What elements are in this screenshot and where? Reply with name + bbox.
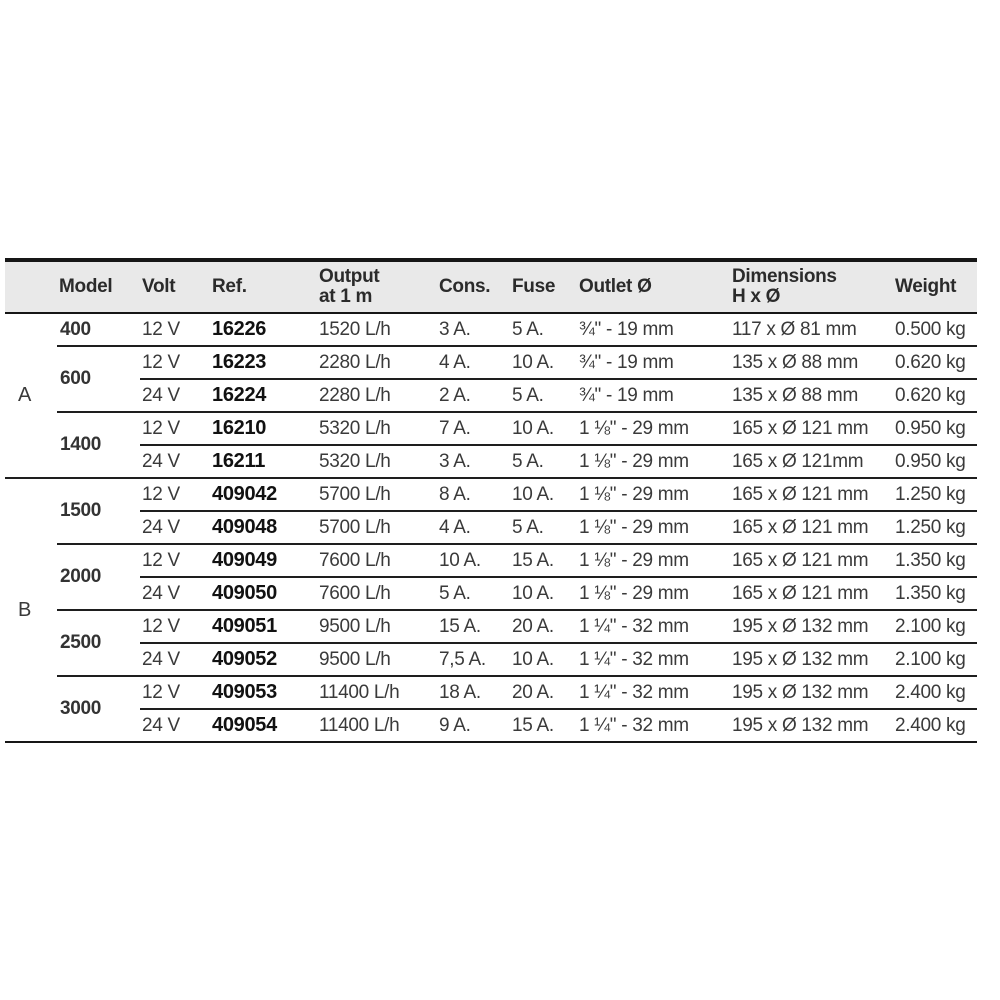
cell-fuse: 10 A. — [510, 478, 577, 511]
cell-volt: 12 V — [140, 544, 210, 577]
cell-dimensions: 135 x Ø 88 mm — [730, 379, 893, 412]
cell-fuse: 10 A. — [510, 346, 577, 379]
table-row — [5, 346, 977, 379]
cell-ref: 409050 — [210, 577, 317, 610]
cell-weight: 0.500 kg — [895, 318, 966, 340]
cell-output: 1520 L/h — [319, 318, 391, 340]
cell-dimensions: 165 x Ø 121mm — [730, 445, 893, 478]
cell-cons: 9 A. — [437, 709, 510, 742]
cell-outlet: 1 ⅛" - 29 mm — [577, 577, 730, 610]
cell-outlet: 1 ⅛" - 29 mm — [577, 544, 730, 577]
cell-ref: 409048 — [210, 511, 317, 544]
cell-fuse: 5 A. — [510, 445, 577, 478]
table-header — [5, 260, 977, 313]
cell-outlet: 1 ¼" - 32 mm — [577, 610, 730, 643]
cell-dimensions: 165 x Ø 121 mm — [730, 577, 893, 610]
col-header-volt: Volt — [140, 260, 210, 313]
col-header-group — [5, 260, 57, 313]
cell-dimensions: 195 x Ø 132 mm — [730, 709, 893, 742]
col-header-output-line2: at 1 m — [319, 286, 373, 307]
col-header-cons: Cons. — [437, 260, 510, 313]
table-row — [5, 478, 977, 511]
table-row — [5, 577, 977, 610]
cell-weight: 2.400 kg — [893, 709, 977, 742]
cell-model: 600 — [57, 346, 140, 412]
cell-fuse: 20 A. — [510, 676, 577, 709]
cell-weight: 1.250 kg — [893, 511, 977, 544]
cell-weight: 1.250 kg — [893, 478, 977, 511]
cell-output: 9500 L/h — [317, 643, 437, 676]
cell-volt: 24 V — [140, 577, 210, 610]
cell-weight: 0.620 kg — [893, 346, 977, 379]
cell-output: 9500 L/h — [317, 610, 437, 643]
cell-cons: 4 A. — [437, 346, 510, 379]
cell-dimensions: 165 x Ø 121 mm — [730, 544, 893, 577]
cell-weight: 2.100 kg — [893, 610, 977, 643]
col-header-dimensions — [730, 260, 893, 313]
table-row — [5, 610, 977, 643]
cell-outlet: 1 ⅛" - 29 mm — [577, 445, 730, 478]
cell-volt: 24 V — [140, 709, 210, 742]
group-label-b: B — [5, 478, 57, 742]
col-header-outlet: Outlet Ø — [577, 260, 730, 313]
cell-output: 7600 L/h — [317, 544, 437, 577]
table-row — [5, 313, 977, 346]
cell-model: 2500 — [57, 610, 140, 676]
cell-fuse: 5 A. — [510, 511, 577, 544]
cell-output: 2280 L/h — [317, 346, 437, 379]
cell-ref: 409052 — [210, 643, 317, 676]
cell-ref: 409053 — [210, 676, 317, 709]
cell-fuse: 20 A. — [510, 610, 577, 643]
col-header-fuse: Fuse — [510, 260, 577, 313]
cell-cons: 15 A. — [437, 610, 510, 643]
cell-cons: 7 A. — [437, 412, 510, 445]
cell-weight: 0.950 kg — [893, 412, 977, 445]
cell-outlet: ¾" - 19 mm — [577, 346, 730, 379]
cell-fuse: 15 A. — [510, 544, 577, 577]
cell-ref: 16224 — [210, 379, 317, 412]
cell-outlet: 1 ⅛" - 29 mm — [577, 478, 730, 511]
cell-dimensions: 165 x Ø 121 mm — [730, 511, 893, 544]
cell-model: 1500 — [57, 478, 140, 544]
col-header-output-line1: Output — [319, 266, 380, 287]
cell-volt: 12 V — [140, 610, 210, 643]
col-header-weight: Weight — [893, 260, 977, 313]
cell-output: 7600 L/h — [317, 577, 437, 610]
cell-outlet: 1 ⅛" - 29 mm — [577, 412, 730, 445]
cell-weight: 1.350 kg — [893, 544, 977, 577]
cell-model: 2000 — [57, 544, 140, 610]
cell-output: 5320 L/h — [317, 412, 437, 445]
cell-output: 11400 L/h — [317, 709, 437, 742]
cell-volt: 24 V — [140, 445, 210, 478]
cell-volt: 12 V — [142, 318, 180, 340]
cell-dimensions: 195 x Ø 132 mm — [730, 643, 893, 676]
cell-model: 1400 — [57, 412, 140, 478]
spec-table — [5, 258, 977, 743]
col-header-output — [317, 260, 437, 313]
cell-weight: 2.400 kg — [893, 676, 977, 709]
cell-output: 5700 L/h — [317, 478, 437, 511]
table-row — [5, 676, 977, 709]
col-header-ref: Ref. — [210, 260, 317, 313]
cell-fuse: 10 A. — [510, 412, 577, 445]
cell-ref: 409042 — [210, 478, 317, 511]
cell-ref: 409049 — [210, 544, 317, 577]
cell-dimensions: 117 x Ø 81 mm — [732, 318, 857, 340]
cell-outlet: 1 ¼" - 32 mm — [577, 676, 730, 709]
cell-dimensions: 195 x Ø 132 mm — [730, 676, 893, 709]
cell-outlet: 1 ¼" - 32 mm — [577, 709, 730, 742]
cell-ref: 16210 — [210, 412, 317, 445]
cell-ref: 409051 — [210, 610, 317, 643]
cell-ref: 409054 — [210, 709, 317, 742]
cell-volt: 12 V — [140, 676, 210, 709]
col-header-model: Model — [57, 260, 140, 313]
cell-dimensions: 135 x Ø 88 mm — [730, 346, 893, 379]
cell-output: 11400 L/h — [317, 676, 437, 709]
cell-weight: 0.620 kg — [893, 379, 977, 412]
cell-weight: 2.100 kg — [893, 643, 977, 676]
cell-outlet: ¾" - 19 mm — [577, 379, 730, 412]
cell-cons: 7,5 A. — [437, 643, 510, 676]
col-header-dimensions-line1: Dimensions — [732, 266, 837, 287]
table-row — [5, 643, 977, 676]
cell-dimensions: 165 x Ø 121 mm — [730, 412, 893, 445]
cell-volt: 24 V — [140, 643, 210, 676]
table-row — [5, 445, 977, 478]
cell-weight: 0.950 kg — [893, 445, 977, 478]
cell-fuse: 10 A. — [510, 577, 577, 610]
table-row — [5, 709, 977, 742]
cell-fuse: 5 A. — [512, 318, 544, 340]
cell-output: 2280 L/h — [317, 379, 437, 412]
cell-outlet: 1 ¼" - 32 mm — [577, 643, 730, 676]
header-row — [5, 260, 977, 313]
cell-cons: 2 A. — [437, 379, 510, 412]
table-row — [5, 511, 977, 544]
cell-cons: 10 A. — [437, 544, 510, 577]
cell-volt: 24 V — [140, 379, 210, 412]
cell-dimensions: 195 x Ø 132 mm — [730, 610, 893, 643]
cell-volt: 24 V — [140, 511, 210, 544]
cell-model: 400 — [60, 318, 91, 340]
cell-cons: 4 A. — [437, 511, 510, 544]
cell-ref: 16226 — [212, 318, 267, 340]
group-label-a: A — [18, 384, 32, 406]
cell-volt: 12 V — [140, 412, 210, 445]
cell-cons: 5 A. — [437, 577, 510, 610]
cell-volt: 12 V — [140, 478, 210, 511]
cell-model: 3000 — [57, 676, 140, 742]
cell-ref: 16223 — [210, 346, 317, 379]
cell-cons: 18 A. — [437, 676, 510, 709]
cell-dimensions: 165 x Ø 121 mm — [730, 478, 893, 511]
table-row — [5, 412, 977, 445]
cell-fuse: 15 A. — [510, 709, 577, 742]
cell-output: 5700 L/h — [317, 511, 437, 544]
cell-ref: 16211 — [210, 445, 317, 478]
table-row — [5, 544, 977, 577]
cell-cons: 3 A. — [437, 445, 510, 478]
col-header-dimensions-line2: H x Ø — [732, 286, 781, 307]
cell-weight: 1.350 kg — [893, 577, 977, 610]
cell-volt: 12 V — [140, 346, 210, 379]
cell-cons: 3 A. — [439, 318, 471, 340]
cell-outlet: ¾" - 19 mm — [579, 318, 674, 340]
table-row — [5, 379, 977, 412]
cell-outlet: 1 ⅛" - 29 mm — [577, 511, 730, 544]
cell-fuse: 10 A. — [510, 643, 577, 676]
cell-fuse: 5 A. — [510, 379, 577, 412]
cell-cons: 8 A. — [437, 478, 510, 511]
cell-output: 5320 L/h — [317, 445, 437, 478]
